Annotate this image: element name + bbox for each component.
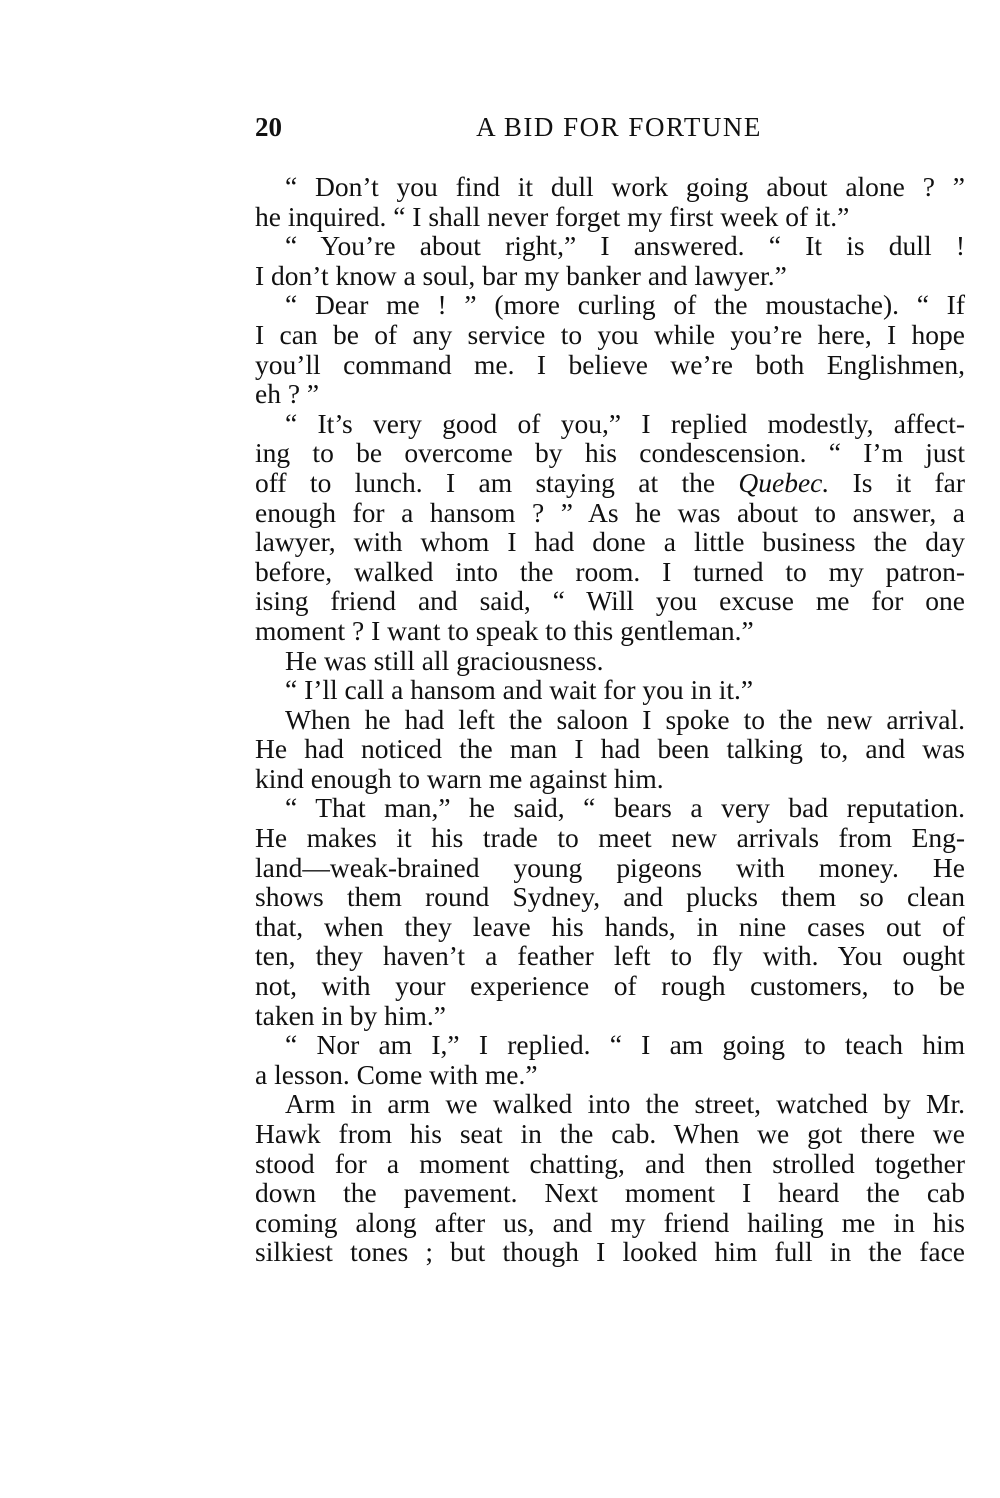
text-line (255, 261, 965, 291)
text-line-content: eh ? ” (255, 378, 320, 410)
text-line-content: taken in by him.” (255, 999, 446, 1031)
text-line (255, 912, 965, 942)
text-line (255, 823, 965, 853)
text-line-content: a lesson. Come with me.” (255, 1058, 538, 1090)
text-line (255, 231, 965, 261)
text-line (255, 734, 965, 764)
text-line (255, 1237, 965, 1267)
text-line-content: shows them round Sydney, and plucks them so clean (255, 881, 965, 913)
text-line (255, 290, 965, 320)
text-line-content: He makes it his trade to meet new arrivals from Eng- (255, 822, 965, 854)
text-line (255, 172, 965, 202)
text-line (255, 468, 965, 498)
text-line (255, 1030, 965, 1060)
page-header (255, 112, 965, 152)
text-line-content: “ Don’t you find it dull work going about alone ? ” (285, 171, 965, 202)
text-line-content: silkiest tones ; but though I looked him full in the face (255, 1236, 965, 1268)
text-line-content: that, when they leave his hands, in nine cases out of (255, 910, 965, 942)
text-line (255, 616, 965, 646)
text-line-content: you’ll command me. I believe we’re both Englishmen, (255, 348, 965, 380)
text-line-content: Arm in arm we walked into the street, watched by Mr. (285, 1088, 965, 1120)
text-line-content: moment ? I want to speak to this gentleman.” (255, 614, 754, 646)
italic-text: Quebec. (738, 466, 830, 498)
text-line (255, 646, 965, 676)
text-line-content: ing to be overcome by his condescension. “ I’m just (255, 437, 965, 469)
body-text (255, 172, 965, 1267)
text-line-content: ten, they haven’t a feather left to fly with. You ought (255, 940, 965, 972)
text-line (255, 527, 965, 557)
text-line (255, 1149, 965, 1179)
text-line-content: before, walked into the room. I turned to my patron- (255, 555, 965, 587)
text-line-content: lawyer, with whom I had done a little business the day (255, 526, 965, 558)
text-line-content: “ Nor am I,” I replied. “ I am going to teach him (285, 1029, 965, 1061)
text-line (255, 379, 965, 409)
text-line (255, 1089, 965, 1119)
text-line (255, 350, 965, 380)
text-line (255, 1208, 965, 1238)
text-line-content: Hawk from his seat in the cab. When we got there we (255, 1118, 965, 1149)
text-line (255, 498, 965, 528)
text-line-content: he inquired. “ I shall never forget my first week of it.” (255, 200, 850, 232)
text-line (255, 557, 965, 587)
text-line (255, 1178, 965, 1208)
text-line-content: ising friend and said, “ Will you excuse me for one (255, 585, 965, 617)
text-line (255, 1119, 965, 1149)
text-line-content: “ I’ll call a hansom and wait for you in it.” (285, 674, 754, 706)
text-line-content: I can be of any service to you while you’re here, I hope (255, 318, 965, 350)
text-line (255, 793, 965, 823)
page-number: 20 (255, 112, 282, 142)
text-line-content: “ You’re about right,” I answered. “ It is dull ! (285, 230, 965, 262)
text-line-content: kind enough to warn me against him. (255, 762, 664, 794)
text-line-content: not, with your experience of rough customers, to be (255, 970, 965, 1002)
text-line (255, 586, 965, 616)
text-line (255, 764, 965, 794)
text-line-continuation: Is it far (829, 466, 965, 498)
text-line-content: land—weak-brained young pigeons with money. He (255, 851, 965, 883)
text-line-content: off to lunch. I am staying at the (255, 466, 739, 498)
text-line (255, 853, 965, 883)
text-line (255, 438, 965, 468)
text-line (255, 705, 965, 735)
text-line-content: “ It’s very good of you,” I replied modestly, affect- (285, 407, 965, 439)
text-line-content: He had noticed the man I had been talking to, and was (255, 733, 965, 765)
text-line-content: down the pavement. Next moment I heard the cab (255, 1177, 965, 1209)
text-line-content: He was still all graciousness. (285, 644, 604, 676)
text-line (255, 202, 965, 232)
text-line-content: stood for a moment chatting, and then strolled together (255, 1147, 965, 1179)
running-title: A BID FOR FORTUNE (476, 112, 762, 142)
text-line-content: When he had left the saloon I spoke to the new arrival. (285, 703, 965, 735)
text-line (255, 941, 965, 971)
text-line-content: “ Dear me ! ” (more curling of the moustache). “ If (285, 289, 965, 321)
text-line (255, 1060, 965, 1090)
text-line (255, 971, 965, 1001)
text-line (255, 675, 965, 705)
text-line-content: coming along after us, and my friend hailing me in his (255, 1206, 965, 1238)
text-line (255, 409, 965, 439)
text-line-content: enough for a hansom ? ” As he was about to answer, a (255, 496, 965, 528)
text-line (255, 882, 965, 912)
text-line-content: I don’t know a soul, bar my banker and lawyer.” (255, 259, 787, 291)
text-line (255, 1001, 965, 1031)
text-line (255, 320, 965, 350)
text-line-content: “ That man,” he said, “ bears a very bad reputation. (285, 792, 965, 824)
